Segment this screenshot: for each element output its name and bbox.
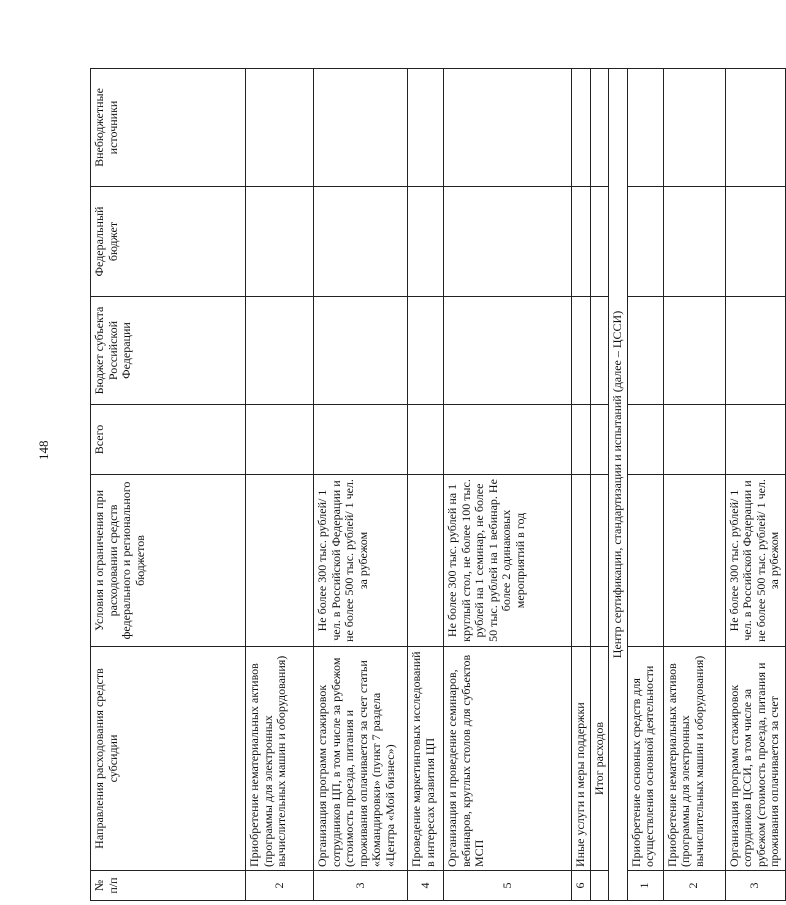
cell-total [246, 405, 314, 475]
cell-extra [572, 69, 591, 187]
table-row [444, 69, 572, 901]
table-row [408, 69, 444, 901]
row-direction: Иные услуги и меры поддержки [572, 647, 591, 871]
header-direction: Направления расходования средств субсидии [91, 647, 246, 871]
row-direction: Организация программ стажировок сотрудников ЦССИ, в том числе за рубежом (стоимость проезда, питания и проживания оплачивается за счет [725, 647, 785, 871]
header-total: Всего [91, 405, 246, 475]
cell-total [725, 405, 785, 475]
row-num: 4 [408, 871, 444, 901]
cell-conditions [590, 475, 609, 647]
cell-regional [590, 297, 609, 405]
total-label: Итог расходов [590, 647, 609, 871]
cell-total [572, 405, 591, 475]
cell-extra [663, 69, 725, 187]
cell-federal [444, 187, 572, 297]
cell-extra [246, 69, 314, 187]
row-direction: Проведение маркетинговых исследований в интересах развития ЦП [408, 647, 444, 871]
cell-regional [627, 297, 663, 405]
cell-regional [408, 297, 444, 405]
cell-federal [572, 187, 591, 297]
row-conditions: Не более 300 тыс. рублей на 1 круглый стол, не более 100 тыс. рублей на 1 семинар, не более 50 тыс. рублей на 1 вебинар. Не более 2 одинаковых мероприятий в год [444, 475, 572, 647]
table-row [314, 69, 408, 901]
header-extra-budget: Внебюджетные источники [91, 69, 246, 187]
cell-extra [314, 69, 408, 187]
row-direction: Приобретение основных средств для осуществления основной деятельности [627, 647, 663, 871]
row-conditions [627, 475, 663, 647]
expenditure-table [90, 68, 786, 901]
row-num: 1 [627, 871, 663, 901]
cell-total [663, 405, 725, 475]
table-row [627, 69, 663, 901]
page-number: 148 [36, 440, 51, 460]
header-regional-budget: Бюджет субъекта Российской Федерации [91, 297, 246, 405]
table-header-row [91, 69, 246, 901]
cell-regional [663, 297, 725, 405]
cell-total [314, 405, 408, 475]
total-num-cell [590, 871, 609, 901]
cell-extra [725, 69, 785, 187]
cell-regional [444, 297, 572, 405]
cell-total [444, 405, 572, 475]
cell-regional [572, 297, 591, 405]
row-conditions [408, 475, 444, 647]
row-conditions [663, 475, 725, 647]
cell-federal [408, 187, 444, 297]
cell-federal [627, 187, 663, 297]
table-row [246, 69, 314, 901]
row-direction: Организация и проведение семинаров, вебинаров, круглых столов для субъектов МСП [444, 647, 572, 871]
row-num: 2 [246, 871, 314, 901]
row-direction: Приобретение нематериальных активов (программы для электронных вычислительных машин и оборудования) [663, 647, 725, 871]
row-num: 3 [314, 871, 408, 901]
rotated-table-page [90, 69, 781, 901]
cell-federal [314, 187, 408, 297]
row-num: 5 [444, 871, 572, 901]
cell-federal [246, 187, 314, 297]
header-conditions: Условия и ограничения при расходовании средств федерального и регионального бюджетов [91, 475, 246, 647]
section-title: Центр сертификации, стандартизации и испытаний (далее – ЦССИ) [609, 69, 628, 901]
row-direction: Организация программ стажировок сотрудников ЦП, в том числе за рубежом (стоимость проезда, питания и проживания оплачивается за счет статьи «Командировки» (пункт 7 раздела «Центра «Мой бизнес») [314, 647, 408, 871]
header-num: № п/п [91, 871, 246, 901]
row-num: 3 [725, 871, 785, 901]
header-federal-budget: Федеральный бюджет [91, 187, 246, 297]
section-row [609, 69, 628, 901]
row-conditions: Не более 300 тыс. рублей/ 1 чел. в Российской Федерации и не более 500 тыс. рублей/ 1 чел. за рубежом [725, 475, 785, 647]
cell-regional [314, 297, 408, 405]
row-num: 6 [572, 871, 591, 901]
row-num: 2 [663, 871, 725, 901]
table-row [725, 69, 785, 901]
table-row [572, 69, 591, 901]
cell-federal [663, 187, 725, 297]
cell-regional [725, 297, 785, 405]
cell-regional [246, 297, 314, 405]
cell-total [590, 405, 609, 475]
cell-extra [408, 69, 444, 187]
cell-federal [590, 187, 609, 297]
cell-extra [627, 69, 663, 187]
cell-federal [725, 187, 785, 297]
total-row [590, 69, 609, 901]
cell-total [408, 405, 444, 475]
row-conditions [572, 475, 591, 647]
cell-extra [590, 69, 609, 187]
cell-total [627, 405, 663, 475]
row-conditions: Не более 300 тыс. рублей/ 1 чел. в Российской Федерации и не более 500 тыс. рублей/ 1 чел. за рубежом [314, 475, 408, 647]
row-direction: Приобретение нематериальных активов (программы для электронных вычислительных машин и оборудования) [246, 647, 314, 871]
table-row [663, 69, 725, 901]
cell-extra [444, 69, 572, 187]
row-conditions [246, 475, 314, 647]
